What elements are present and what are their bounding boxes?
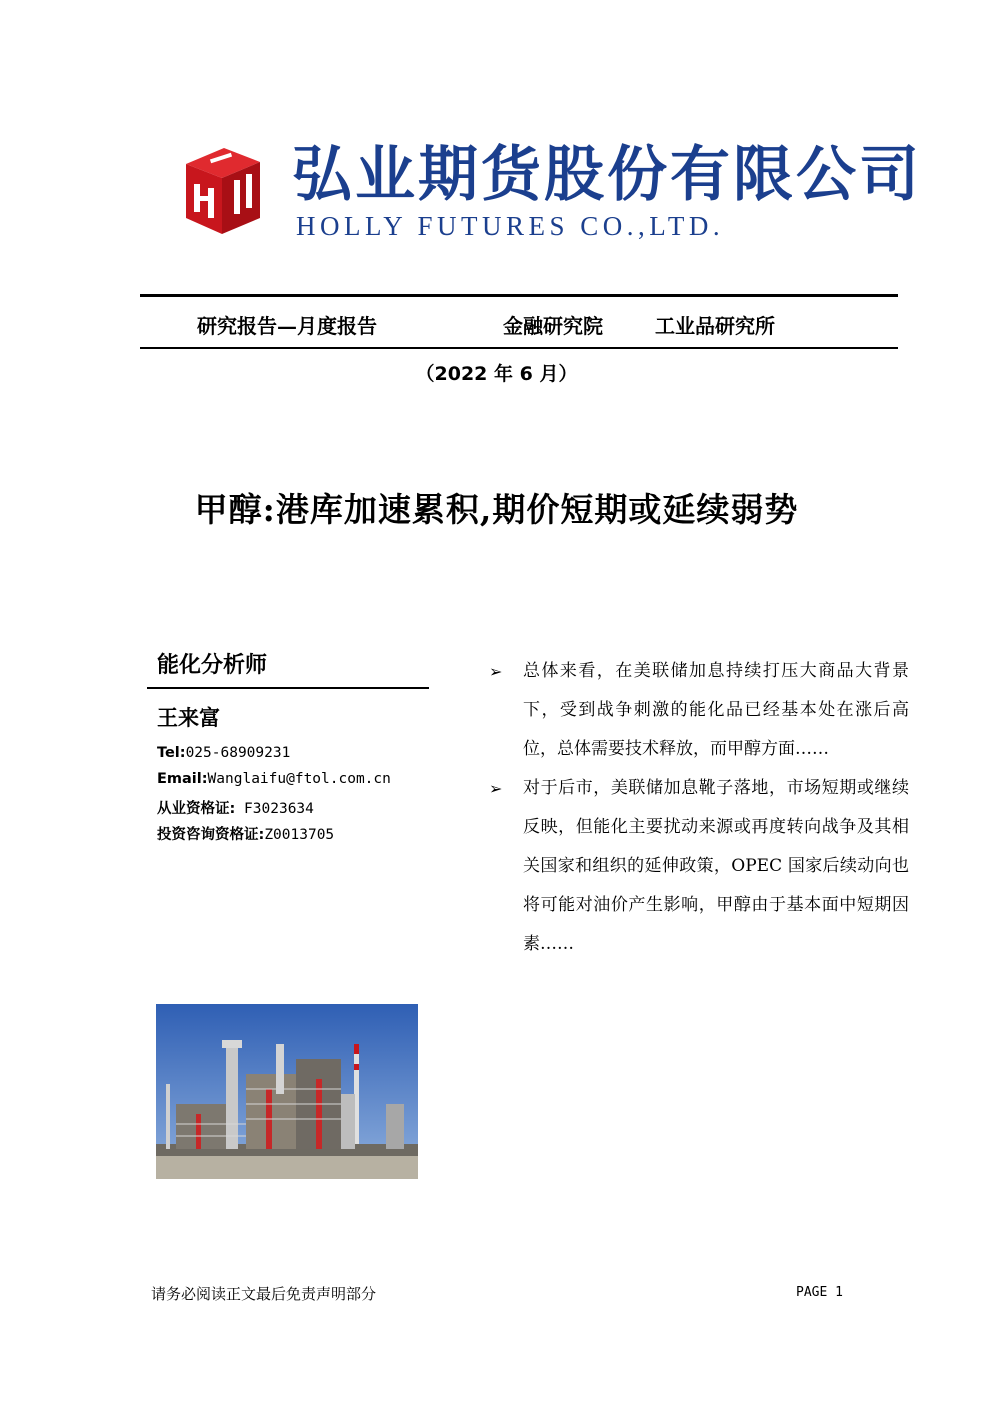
header-rule-bottom	[140, 347, 898, 349]
refinery-photo-icon	[156, 1004, 418, 1179]
arrow-bullet-icon: ➢	[489, 779, 503, 798]
report-type: 研究报告—月度报告	[197, 314, 377, 338]
department-name: 工业品研究所	[655, 314, 775, 338]
email-value[interactable]: Wanglaifu@ftol.com.cn	[207, 771, 391, 787]
institute-name: 金融研究院	[503, 314, 603, 338]
analyst-heading: 能化分析师	[157, 652, 268, 678]
email-label: Email:	[157, 771, 208, 787]
analyst-divider	[147, 687, 429, 689]
analyst-advisory	[157, 823, 334, 844]
advisory-value: Z0013705	[264, 827, 335, 843]
arrow-bullet-icon: ➢	[489, 662, 503, 681]
list-item	[489, 769, 909, 964]
analyst-tel	[157, 745, 290, 761]
analyst-name: 王来富	[157, 705, 220, 730]
analyst-cert	[157, 797, 314, 818]
report-title: 甲醇:港库加速累积,期价短期或延续弱势	[194, 490, 799, 529]
report-date: （2022 年 6 月）	[415, 363, 578, 385]
company-logo	[180, 140, 922, 241]
red-cube-logo-icon	[180, 140, 264, 236]
advisory-label: 投资咨询资格证:	[157, 827, 265, 843]
tel-value: 025-68909231	[185, 745, 291, 761]
list-item	[489, 652, 909, 769]
header-rule-top	[140, 294, 898, 297]
disclaimer-note: 请务必阅读正文最后免责声明部分	[151, 1285, 377, 1303]
company-name-cn: 弘业期货股份有限公司	[292, 140, 922, 210]
bullet-text: 对于后市，美联储加息靴子落地，市场短期或继续反映，但能化主要扰动来源或再度转向战争及其相关国家和组织的延伸政策，OPEC 国家后续动向也将可能对油价产生影响，甲醇由于基本面中短期因素……	[523, 778, 909, 954]
cert-label: 从业资格证:	[157, 801, 236, 817]
tel-label: Tel:	[157, 745, 186, 761]
bullet-text: 总体来看，在美联储加息持续打压大商品大背景下，受到战争刺激的能化品已经基本处在涨后高位，总体需要技术释放，而甲醇方面……	[523, 661, 909, 759]
page-number: PAGE 1	[796, 1285, 843, 1300]
summary-bullets	[489, 652, 909, 964]
company-name-en: HOLLY FUTURES CO.,LTD.	[296, 211, 725, 241]
cert-value: F3023634	[244, 801, 314, 817]
analyst-email	[157, 771, 391, 787]
